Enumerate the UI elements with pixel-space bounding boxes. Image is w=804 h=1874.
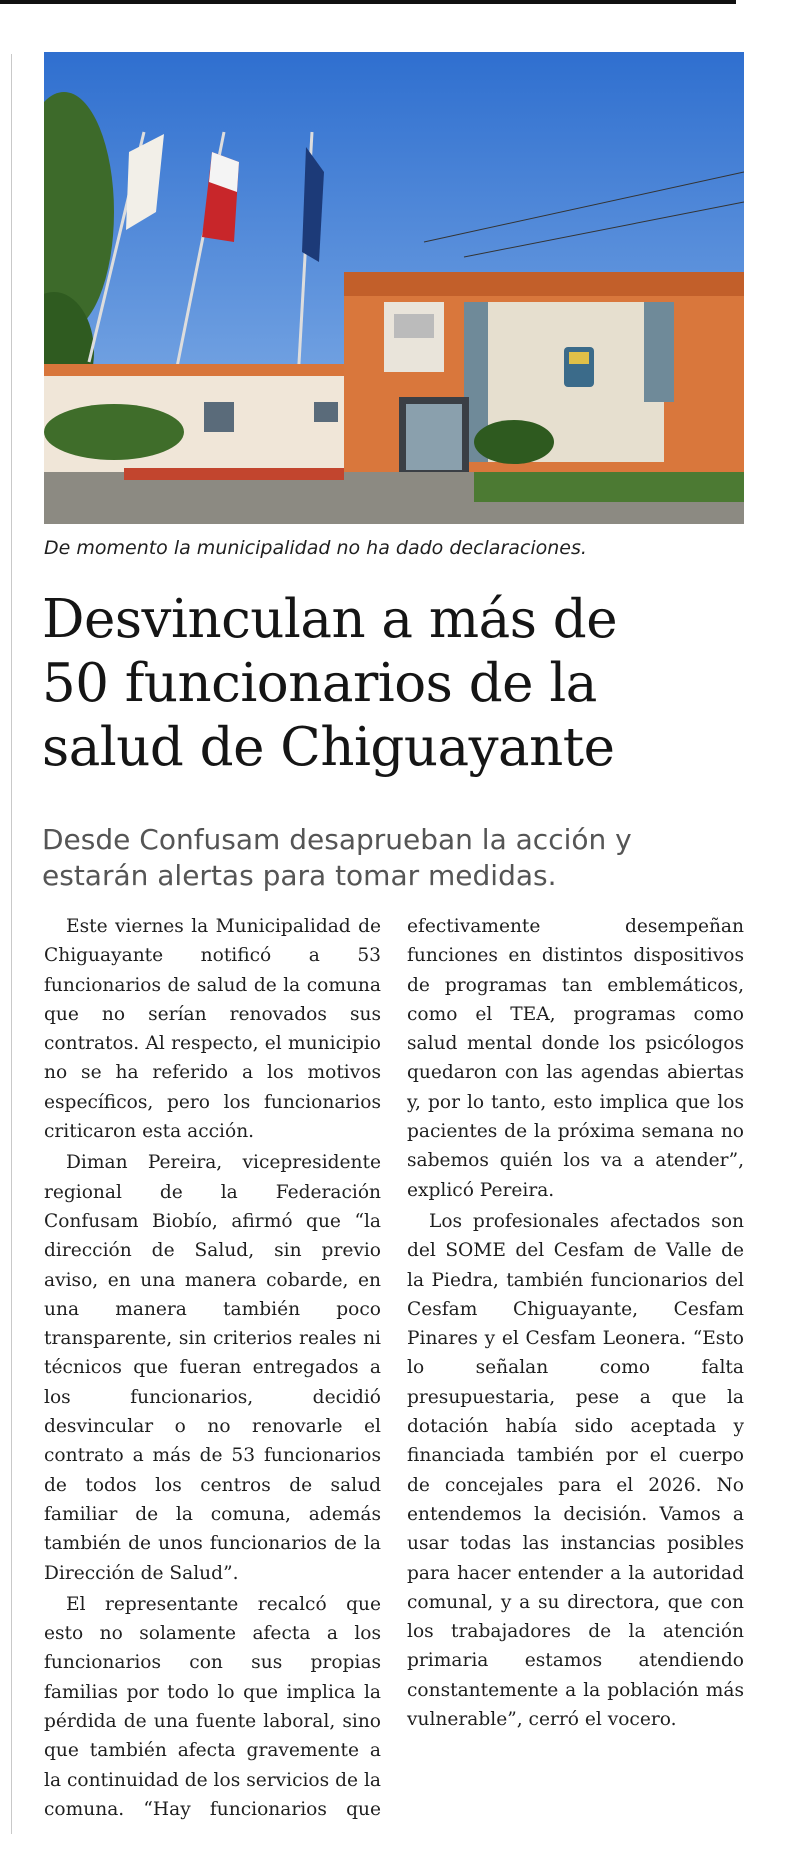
body-paragraph: Este viernes la Municipalidad de Chiguayante notificó a 53 funcionarios de salud de la comuna que no serían renovados sus contratos. Al respecto, el municipio no se ha referido a los motivos específicos, pero los funcionarios criticaron esta acción. — [44, 916, 381, 1143]
article-headline — [42, 588, 742, 780]
subhead-line: Desde Confusam desaprueban la acción y — [42, 823, 632, 856]
column-rule — [11, 54, 12, 1834]
building-photo — [44, 52, 744, 524]
headline-line: Desvinculan a más de — [42, 589, 618, 650]
article-body — [44, 912, 744, 1852]
headline-line: salud de Chiguayante — [42, 717, 615, 778]
subhead-line: estarán alertas para tomar medidas. — [42, 859, 557, 892]
body-paragraph: El representante recalcó que esto no solamente afecta a los funcionarios con sus propias familias por todo lo que implica la pérdida de una fuente laboral, sino que también afecta gravemente a la continuidad de los servicios de la comuna. “Hay funcionarios que efectivamente desempeñan funciones en distintos dispositivos de programas tan emblemáticos, como el TEA, programas como salud mental donde los psicólogos quedaron con las agendas abiertas y, por lo tanto, esto implica que los pacientes de la próxima semana no sabemos quién los va a atender”, explicó Pereira. — [44, 916, 744, 1820]
photo-caption: De momento la municipalidad no ha dado declaraciones. — [44, 537, 587, 559]
body-paragraph: Los profesionales afectados son del SOME del Cesfam de Valle de la Piedra, también funcionarios del Cesfam Chiguayante, Cesfam Pinares y el Cesfam Leonera. “Esto lo señalan como falta presupuestaria, pese a que la dotación había sido aceptada y financiada también por el cuerpo de concejales para el 2026. No entendemos la decisión. Vamos a usar todas las instancias posibles para hacer entender a la autoridad comunal, y a su directora, que con los trabajadores de la atención primaria estamos atendiendo constantemente a la población más vulnerable”, cerró el vocero. — [407, 1210, 744, 1731]
article-photo — [44, 52, 744, 524]
article-subheadline — [42, 822, 742, 894]
top-rule — [0, 0, 736, 4]
headline-line: 50 funcionarios de la — [42, 653, 597, 714]
body-paragraph: Diman Pereira, vicepresidente regional de la Federación Confusam Biobío, afirmó que “la dirección de Salud, sin previo aviso, en una manera cobarde, en una manera también poco transparente, sin criterios reales ni técnicos que fueran entregados a los funcionarios, decidió desvincular o no renovarle el contrato a más de 53 funcionarios de todos los centros de salud familiar de la comuna, además también de unos funcionarios de la Dirección de Salud”. — [44, 1152, 381, 1584]
